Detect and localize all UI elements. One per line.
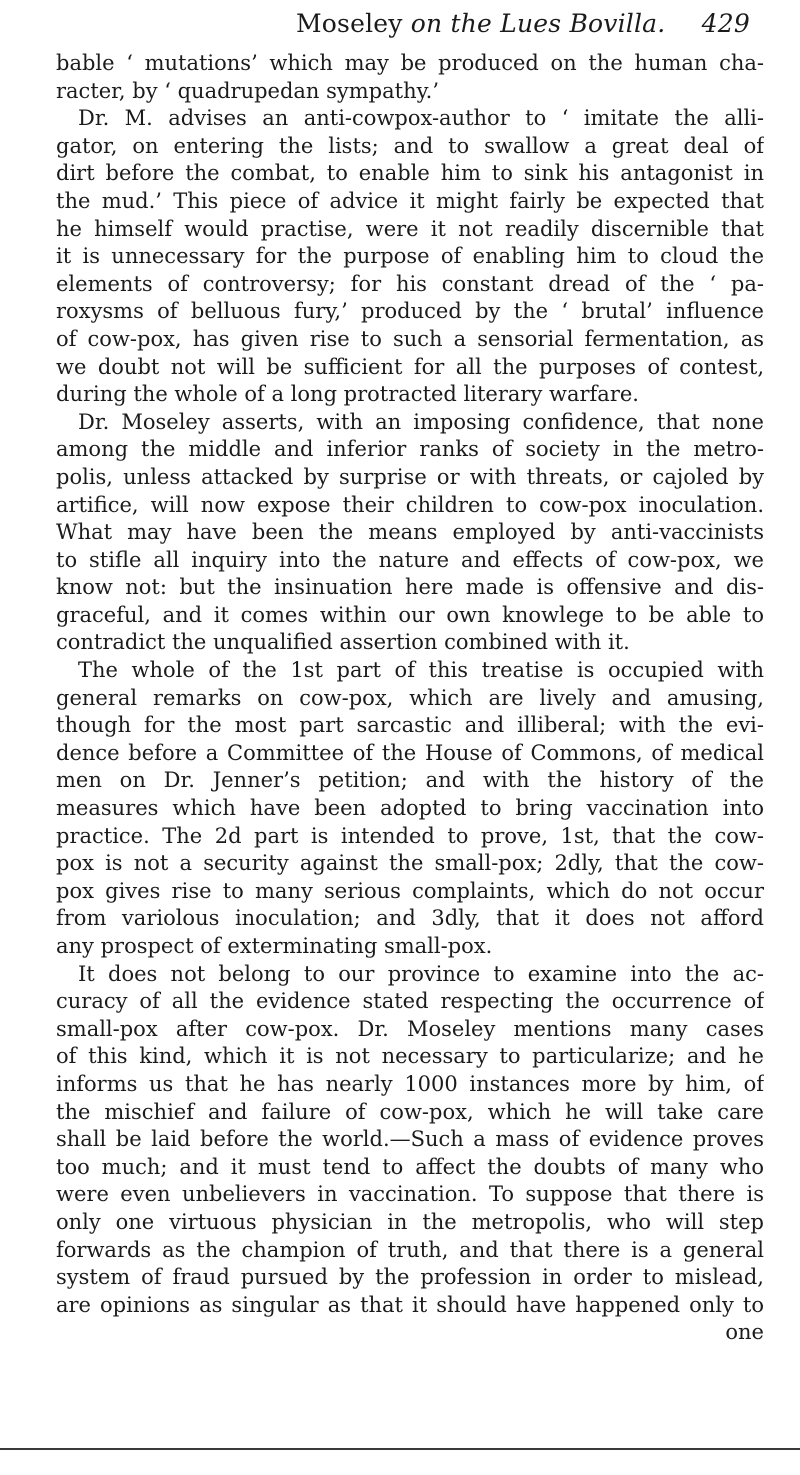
text-line: informs us that he has nearly 1000 instances more by him, of: [56, 1071, 764, 1096]
text-line: though for the most part sarcastic and illiberal; with the evi-: [56, 713, 764, 738]
text-line: dence before a Committee of the House of Commons, of medical: [56, 740, 764, 765]
text-line: roxysms of belluous fury,’ produced by the ‘ brutal’ influence: [56, 299, 764, 324]
text-line: The whole of the 1st part of this treatise is occupied with: [78, 658, 764, 683]
text-line: pox gives rise to many serious complaints, which do not occur: [56, 878, 764, 903]
text-line: general remarks on cow-pox, which are lively and amusing,: [56, 685, 764, 710]
text-line: artifice, will now expose their children to cow-pox inoculation.: [56, 492, 764, 517]
text-line: to stifle all inquiry into the nature and effects of cow-pox, we: [56, 547, 764, 572]
text-line: elements of controversy; for his constant dread of the ‘ pa-: [56, 271, 764, 296]
text-line: were even unbelievers in vaccination. To suppose that there is: [56, 1182, 764, 1207]
running-head-author: Moseley: [296, 9, 403, 38]
text-line: only one virtuous physician in the metropolis, who will step: [56, 1209, 764, 1234]
text-line: of this kind, which it is not necessary to particularize; and he: [56, 1044, 764, 1069]
bottom-rule: [0, 1448, 800, 1450]
page-number: 429: [701, 9, 750, 38]
running-head-on: on: [410, 9, 443, 38]
running-head-title: [296, 6, 665, 42]
body-text: [56, 50, 764, 1347]
text-line: measures which have been adopted to bring vaccination into: [56, 796, 764, 821]
text-line: pox is not a security against the small-pox; 2dly, that the cow-: [56, 851, 764, 876]
text-line: small-pox after cow-pox. Dr. Moseley mentions many cases: [56, 1016, 764, 1041]
text-line: system of fraud pursued by the profession in order to mislead,: [56, 1265, 764, 1290]
text-line: contradict the unqualified assertion combined with it.: [56, 630, 630, 655]
text-line: It does not belong to our province to examine into the ac-: [78, 961, 764, 986]
text-line: the mischief and failure of cow-pox, which he will take care: [56, 1099, 764, 1124]
text-line: shall be laid before the world.—Such a mass of evidence proves: [56, 1127, 764, 1152]
text-line: the mud.’ This piece of advice it might fairly be expected that: [56, 188, 764, 213]
running-head-the: the: [450, 9, 493, 38]
text-line: curacy of all the evidence stated respecting the occurrence of: [56, 989, 764, 1014]
text-line: men on Dr. Jenner’s petition; and with the history of the: [56, 768, 764, 793]
running-head: [150, 6, 750, 42]
text-line: gator, on entering the lists; and to swallow a great deal of: [56, 133, 764, 158]
text-line: forwards as the champion of truth, and that there is a general: [56, 1237, 764, 1262]
text-line: bable ‘ mutations’ which may be produced on the human cha-: [56, 51, 764, 75]
text-line: of cow-pox, has given rise to such a sensorial fermentation, as: [56, 326, 764, 351]
text-line: too much; and it must tend to affect the doubts of many who: [56, 1154, 764, 1179]
text-line: What may have been the means employed by anti-vaccinists: [56, 520, 764, 545]
text-line: Dr. M. advises an anti-cowpox-author to ‘ imitate the alli-: [78, 106, 764, 131]
catchword: one: [725, 1320, 764, 1345]
text-line: he himself would practise, were it not readily discernible that: [56, 216, 764, 241]
text-line: practice. The 2d part is intended to prove, 1st, that the cow-: [56, 823, 764, 848]
text-line: Dr. Moseley asserts, with an imposing confidence, that none: [78, 409, 764, 434]
text-line: any prospect of exterminating small-pox.: [56, 934, 493, 958]
text-line: graceful, and it comes within our own knowlege to be able to: [56, 602, 764, 627]
running-head-subject: Lues Bovilla.: [500, 9, 666, 38]
text-line: are opinions as singular as that it should have happened only to: [56, 1292, 764, 1317]
text-line: dirt before the combat, to enable him to sink his antagonist in: [56, 161, 764, 186]
text-line: during the whole of a long protracted literary warfare.: [56, 382, 639, 407]
text-line: from variolous inoculation; and 3dly, that it does not afford: [56, 906, 764, 931]
text-line: polis, unless attacked by surprise or with threats, or cajoled by: [56, 464, 764, 489]
text-line: racter, by ‘ quadrupedan sympathy.’: [56, 78, 440, 103]
text-line: it is unnecessary for the purpose of enabling him to cloud the: [56, 244, 764, 269]
text-line: we doubt not will be sufficient for all the purposes of contest,: [56, 354, 764, 379]
text-line: know not: but the insinuation here made is offensive and dis-: [56, 575, 764, 600]
text-line: among the middle and inferior ranks of society in the metro-: [56, 437, 764, 462]
